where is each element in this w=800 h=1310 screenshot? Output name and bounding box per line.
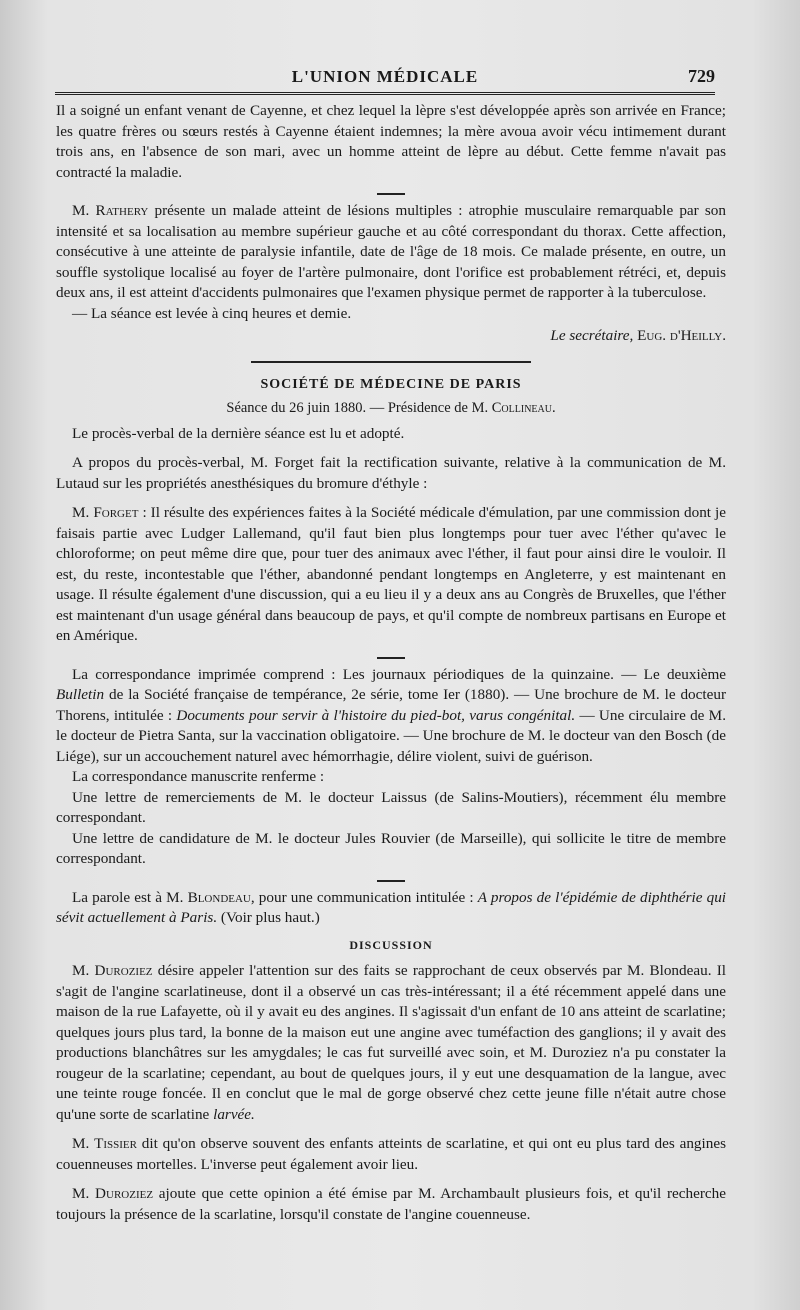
paragraph-forget-intro: A propos du procès-verbal, M. Forget fait la rectification suivante, relative à la communication de M. Lutaud sur les propriétés anesthésiques du bromure d'éthyle : bbox=[56, 454, 726, 492]
speaker-name: Duroziez bbox=[94, 962, 153, 979]
section-divider bbox=[377, 880, 405, 882]
discussion-heading: DISCUSSION bbox=[349, 937, 433, 952]
journal-title: L'UNION MÉDICALE bbox=[291, 67, 479, 86]
paragraph-pv-adopted: Le procès-verbal de la dernière séance est lu et adopté. bbox=[72, 424, 405, 442]
paragraph-blondeau: La parole est à M. Blondeau, pour une communication intitulée : A propos de l'épidémie de diphthérie qui sévit actuellement à Paris. (Voir plus haut.) bbox=[56, 888, 727, 926]
paragraph-printed-correspondence: La correspondance imprimée comprend : Les journaux périodiques de la quinzaine. — Le deuxième Bulletin de la Société française de tempérance, 2e série, tome Ier (1880). — Une brochure de M. le docteur Thorens, intitulée : Documents pour servir à l'histoire du pied-bot, varus congénital. — Une circulaire de M. le docteur de Pietra Santa, sur la vaccination obligatoire. — Une brochure de M. le docteur van den Bosch (de Liége), sur un accouchement naturel avec hémorrhagie, délire violent, suivi de guérison. bbox=[56, 665, 726, 765]
section-divider bbox=[377, 193, 405, 195]
society-title: SOCIÉTÉ DE MÉDECINE DE PARIS bbox=[260, 376, 522, 392]
page-body bbox=[56, 101, 726, 1225]
session-line: Séance du 26 juin 1880. — Présidence de M. Collineau. bbox=[226, 400, 556, 416]
paragraph-leprosy-case: Il a soigné un enfant venant de Cayenne, et chez lequel la lèpre s'est développée après son arrivée en France; les quatre frères ou sœurs restés à Cayenne étaient indemnes; la mère avoua avoir vécu intimement durant trois ans, en l'absence de son mari, avec un homme atteint de lèpre au début. Cette femme n'avait pas contracté la maladie. bbox=[56, 102, 726, 181]
paragraph-closing: — La séance est levée à cinq heures et demie. bbox=[72, 304, 352, 322]
speaker-name: Rathery bbox=[95, 202, 149, 219]
paragraph-forget: M. Forget : Il résulte des expériences faites à la Société médicale d'émulation, par une commission dont je faisais partie avec Ludger Lallemand, qu'il faut bien plus longtemps pour tuer avec l'éther qu'avec le chloroforme; on peut même dire que, pour tuer des animaux avec l'éther, il faut pour ainsi dire le vouloir. Il est, du reste, incontestable que l'éther, abandonné pendant longtemps en Angleterre, y est maintenant en usage. Il résulte également d'une discussion, qui a eu lieu il y a deux ans au Congrès de Bruxelles, que l'éther est maintenant d'un usage général dans beaucoup de pays, et qu'il compte de nombreux partisans en Europe et en Amérique. bbox=[56, 504, 726, 644]
paragraph-tissier: M. Tissier dit qu'on observe souvent des enfants atteints de scarlatine, et qui ont eu plus tard des angines couenneuses mortelles. L'inverse peut également avoir lieu. bbox=[56, 1135, 726, 1173]
paragraph-manuscript-correspondence: La correspondance manuscrite renferme : bbox=[72, 768, 325, 785]
speaker-name: Duroziez bbox=[95, 1185, 154, 1202]
speaker-name: Blondeau bbox=[187, 888, 251, 906]
paragraph-duroziez-2: M. Duroziez ajoute que cette opinion a été émise par M. Archambault plusieurs fois, et qu'il recherche toujours la présence de la scarlatine, lorsqu'il constate de l'angine couenneuse. bbox=[56, 1185, 726, 1223]
speaker-name: Tissier bbox=[94, 1135, 137, 1152]
paragraph-duroziez-1: M. Duroziez désire appeler l'attention sur des faits se rapprochant de ceux observés par M. Blondeau. Il s'agit de l'angine scarlatineuse, dont il a observé un cas très-intéressant; il a été récemment appelé dans une maison de la rue Lafayette, où il y avait eu des angines. Il s'agissait d'un enfant de 10 ans atteint de scarlatine; quelques jours plus tard, la bonne de la maison eut une angine avec tuméfaction des ganglions; il y avait des productions blanchâtres sur les amygdales; le cas fut surveillé avec soin, et M. Duroziez n'a pu constater la rougeur de la scarlatine; cependant, au bout de quelques jours, il y eut une desquamation de la langue, avec une teinte rouge foncée. Il en conclut que le mal de gorge observé chez cette jeune fille n'était autre chose qu'une sorte de scarlatine larvée. bbox=[56, 962, 726, 1123]
paragraph-rathery: M. Rathery présente un malade atteint de lésions multiples : atrophie musculaire remarquable par son intensité et sa localisation au membre supérieur gauche et au côté correspondant du thorax. Cette affection, consécutive à une atteinte de paralysie infantile, date de l'âge de 18 mois. Ce malade présente, en outre, un souffle systolique localisé au foyer de l'artère pulmonaire, dont l'orifice est probablement rétréci, et, depuis deux ans, il est atteint d'accidents pulmonaires que l'examen physique permet de rapporter à la tuberculose. bbox=[56, 202, 726, 301]
running-header bbox=[55, 62, 715, 95]
section-divider bbox=[377, 657, 405, 659]
secretary-signature: Le secrétaire, Eug. d'Heilly. bbox=[550, 327, 726, 344]
paragraph-letter-laissus: Une lettre de remerciements de M. le docteur Laissus (de Salins-Moutiers), récemment élu membre correspondant. bbox=[56, 788, 726, 826]
page-number: 729 bbox=[688, 66, 715, 86]
section-divider bbox=[251, 361, 531, 363]
speaker-name: Forget bbox=[93, 504, 139, 521]
paragraph-letter-rouvier: Une lettre de candidature de M. le docteur Jules Rouvier (de Marseille), qui sollicite le titre de membre correspondant. bbox=[56, 829, 726, 867]
